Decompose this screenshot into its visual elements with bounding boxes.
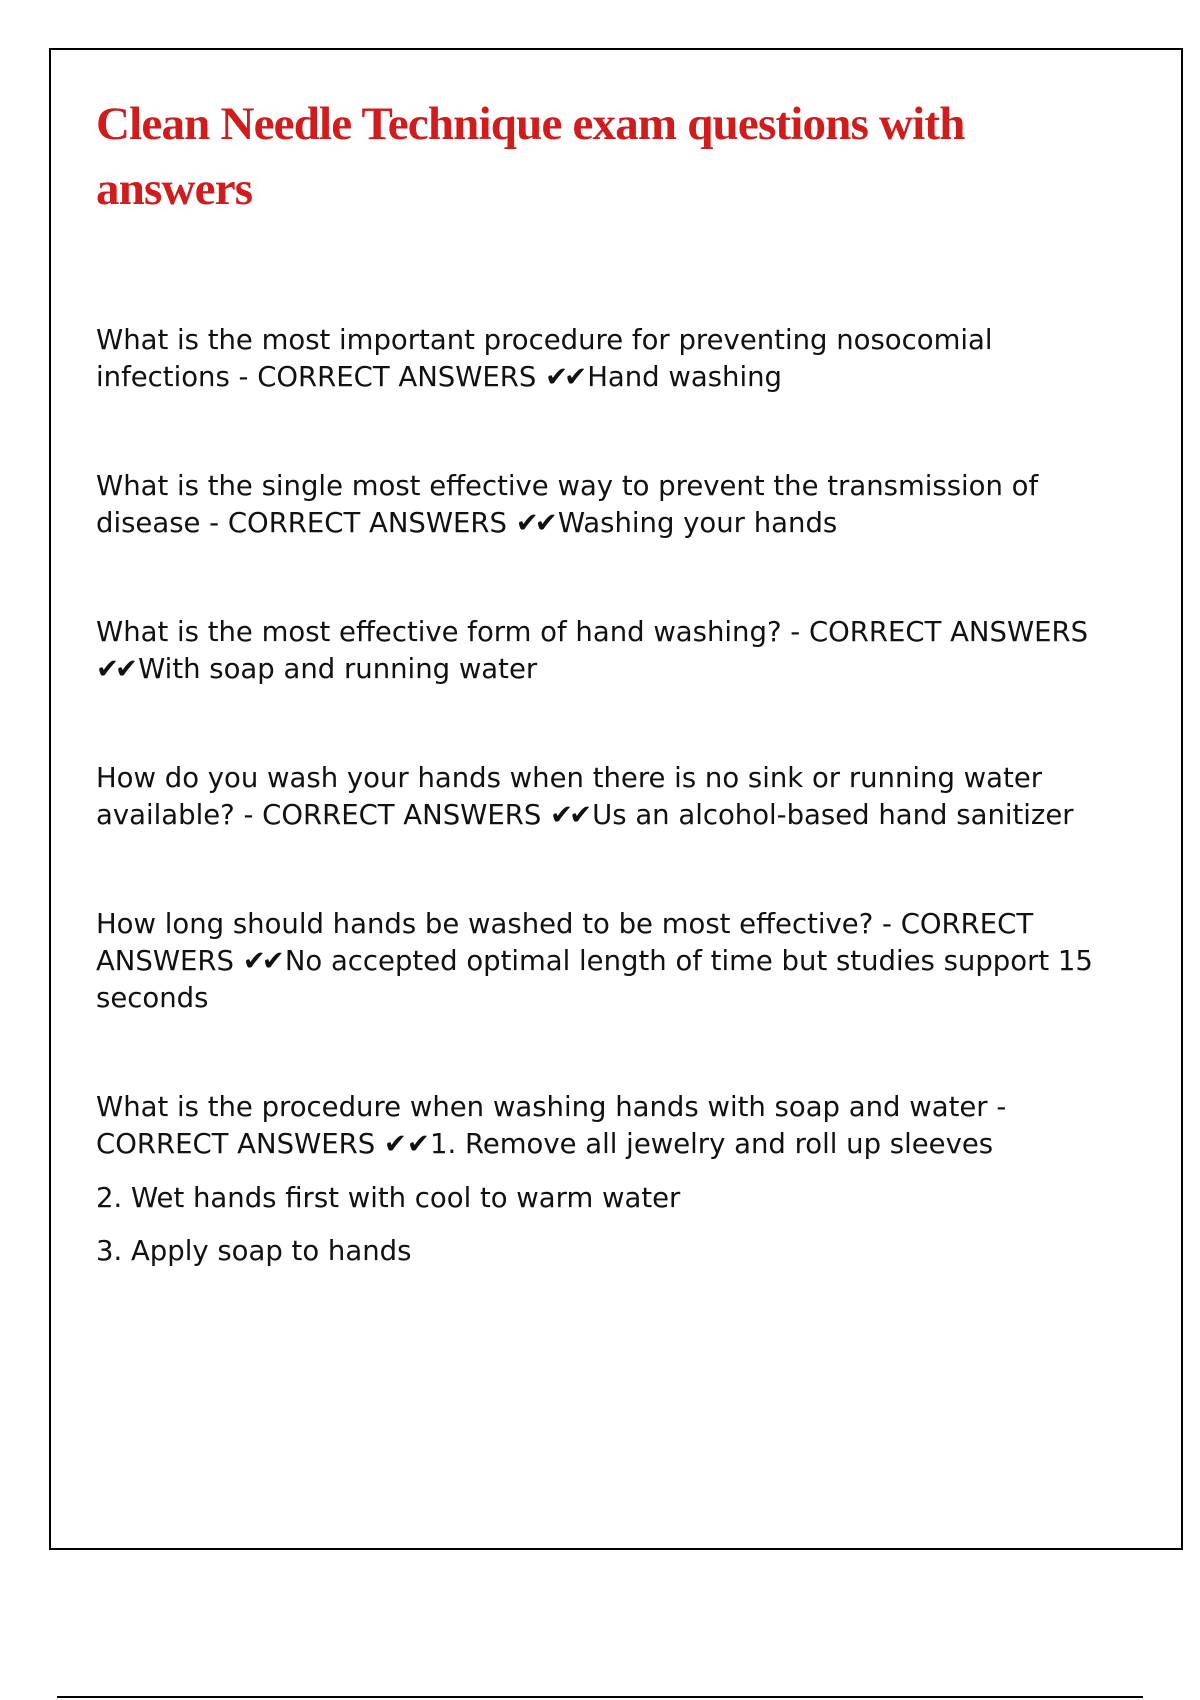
question-text: What is the most effective form of hand washing? - CORRECT ANSWERS: [96, 616, 1097, 648]
answer-text: With soap and running water: [138, 653, 538, 685]
checkmark-icon: ✔✔: [550, 799, 589, 831]
checkmark-icon: ✔✔: [383, 1128, 430, 1160]
answer-text: 1. Remove all jewelry and roll up sleeves: [429, 1128, 994, 1160]
question-text: What is the procedure when washing hands with soap and water - CORRECT ANSWERS: [96, 1091, 1007, 1160]
answer-text: Washing your hands: [557, 507, 838, 539]
qa-item: [96, 614, 1096, 688]
footer-divider: [57, 1696, 1143, 1698]
answer-step: 2. Wet hands first with cool to warm water: [96, 1182, 681, 1214]
checkmark-icon: ✔✔: [515, 507, 554, 539]
answer-text: Us an alcohol-based hand sanitizer: [592, 799, 1074, 831]
qa-item: [96, 906, 1102, 1017]
answer-text: No accepted optimal length of time but studies support 15 seconds: [96, 945, 1102, 1014]
qa-item: [96, 322, 1096, 396]
qa-list: [96, 322, 1102, 1270]
answer-step: 3. Apply soap to hands: [96, 1235, 412, 1267]
qa-item: [96, 468, 1096, 542]
question-text: What is the single most effective way to prevent the transmission of disease - CORRECT ANSWERS: [96, 470, 1047, 539]
checkmark-icon: ✔✔: [96, 653, 135, 685]
question-text: What is the most important procedure for preventing nosocomial infections - CORRECT ANSWERS: [96, 324, 1002, 393]
document-title: Clean Needle Technique exam questions with answers: [96, 98, 965, 215]
answer-steps: [96, 1180, 1096, 1270]
answer-text: Hand washing: [587, 361, 782, 393]
document-body: [96, 92, 1102, 1270]
qa-item: [96, 1089, 1096, 1270]
question-text: How long should hands be washed to be most effective? - CORRECT ANSWERS: [96, 908, 1042, 977]
checkmark-icon: ✔✔: [545, 361, 584, 393]
qa-question-line: [96, 1089, 1096, 1163]
checkmark-icon: ✔✔: [242, 945, 281, 977]
question-text: How do you wash your hands when there is no sink or running water available? - CORRECT ANSWERS: [96, 762, 1051, 831]
qa-item: [96, 760, 1096, 834]
